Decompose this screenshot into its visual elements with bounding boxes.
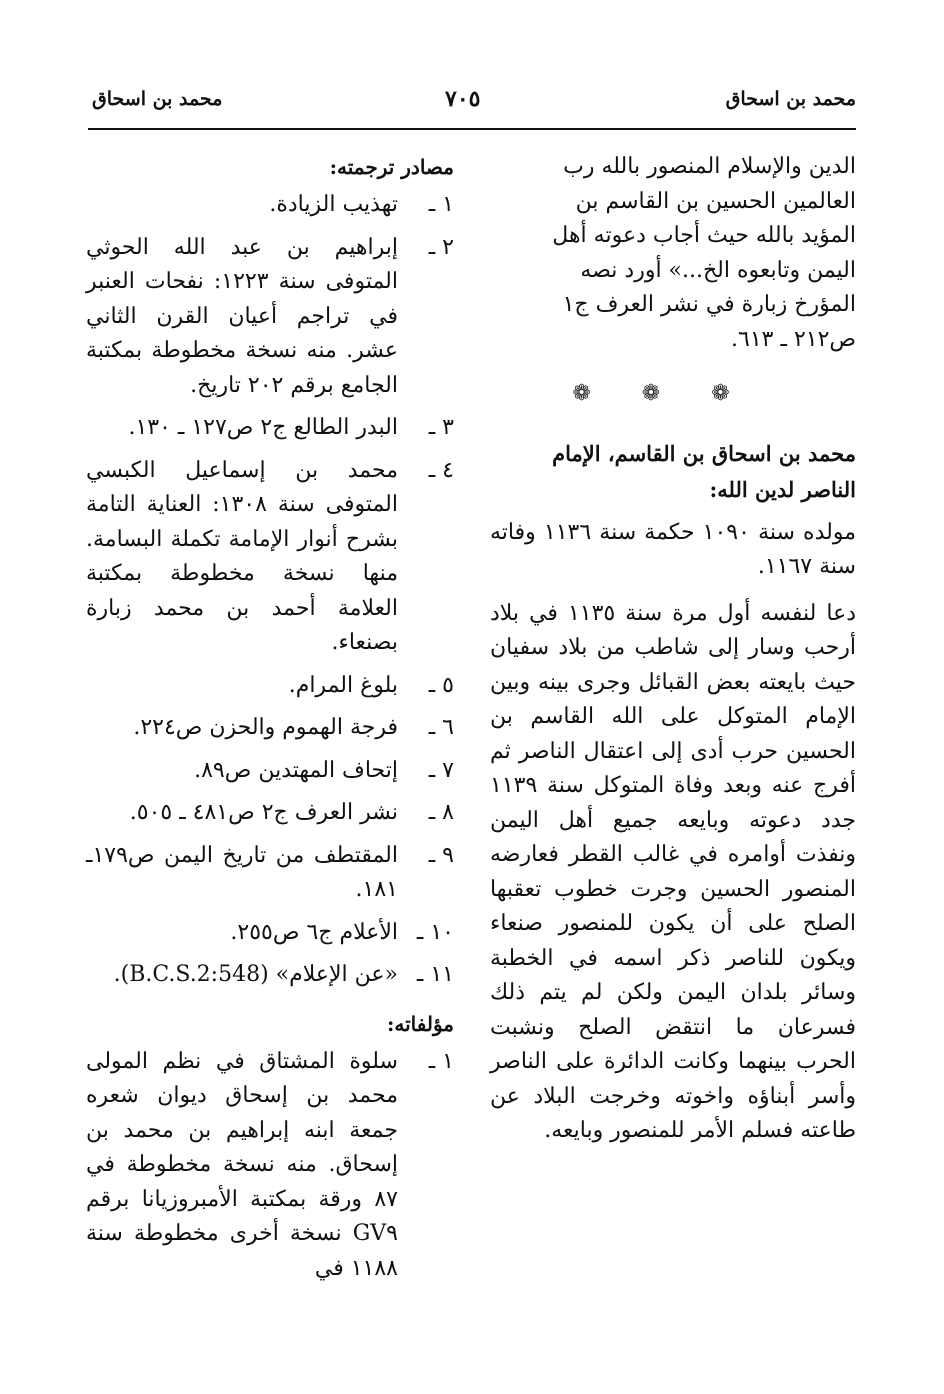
item-text: المقتطف من تاريخ اليمن ص١٧٩ـ ١٨١.: [86, 842, 398, 902]
item-text: «عن الإعلام» (B.C.S.2:548).: [113, 962, 398, 987]
item-number: ٥ ـ: [428, 672, 454, 698]
list-item: [86, 711, 454, 746]
item-number: ٦ ـ: [428, 715, 454, 740]
item-number: ٤ ـ: [428, 457, 454, 483]
list-item: [86, 1045, 454, 1287]
text-line: المؤيد بالله حيث أجاب دعوته أهل: [552, 223, 856, 248]
item-text: بلوغ المرام.: [288, 672, 398, 698]
item-text: نشر العرف ج٢ ص٤٨١ ـ ٥٠٥.: [129, 800, 398, 825]
entry-title: [490, 436, 856, 508]
running-header-left: محمد بن اسحاق: [92, 88, 223, 110]
item-number: ٢ ـ: [428, 234, 454, 260]
item-number: ٨ ـ: [428, 800, 454, 825]
birth-death-paragraph: مولده سنة ١٠٩٠ حكمة سنة ١١٣٦ وفاته سنة ١١٦٧.: [490, 519, 856, 579]
item-text: البدر الطالع ج٢ ص١٢٧ ـ ١٣٠.: [128, 415, 398, 440]
works-heading: مؤلفاته:: [386, 1011, 454, 1036]
item-number: ١ ـ: [428, 192, 454, 217]
text-line: المؤرخ زبارة في نشر العرف ج١: [562, 292, 856, 317]
item-number: ١ ـ: [428, 1048, 454, 1074]
works-list: [86, 1045, 454, 1287]
item-text: الأعلام ج٦ ص٢٥٥.: [230, 919, 398, 945]
list-item: [86, 188, 454, 223]
item-text: سلوة المشتاق في نظم المولى محمد بن إسحاق ديوان شعره جمعة ابنه إبراهيم بن محمد بن إسحاق. منه نسخة مخطوطة في ٨٧ ورقة بمكتبة الأمبروزيانا برقم GV٩ نسخة أخرى مخطوطة سنة ١١٨٨ في: [86, 1048, 398, 1281]
list-item: [86, 454, 454, 661]
list-item: [86, 796, 454, 831]
list-item: [86, 411, 454, 446]
page-number: ٧٠٥: [445, 86, 481, 112]
text-line: اليمن وتابعوه الخ...» أورد نصه: [580, 257, 856, 283]
list-item: [86, 231, 454, 404]
sources-heading: مصادر ترجمته:: [329, 155, 454, 179]
right-column: [490, 150, 856, 1149]
list-item: [86, 754, 454, 789]
text-line: الدين والإسلام المنصور بالله رب: [563, 154, 856, 179]
list-item: [86, 669, 454, 704]
entry-title-line: محمد بن اسحاق بن القاسم، الإمام: [552, 440, 856, 466]
item-text: إتحاف المهتدين ص٨٩.: [194, 757, 398, 783]
item-number: ٩ ـ: [428, 842, 454, 868]
section-separator: ❁ ❁ ❁: [572, 381, 752, 406]
text-line: ص٢١٢ ـ ٦١٣.: [731, 326, 856, 352]
item-number: ١١ ـ: [416, 962, 454, 987]
item-text: إبراهيم بن عبد الله الحوثي المتوفى سنة ١٢٢٣: نفحات العنبر في تراجم أعيان القرن الثاني عشر. منه نسخة مخطوطة بمكتبة الجامع برقم ٢٠٢ تاريخ.: [86, 234, 398, 398]
list-item: [86, 958, 454, 993]
item-number: ١٠ ـ: [416, 919, 454, 945]
biography-paragraph: دعا لنفسه أول مرة سنة ١١٣٥ في بلاد أرحب وسار إلى شاطب من بلاد سفيان حيث بايعته بعض القبائل وجرى بينه وبين الإمام المتوكل على الله القاسم بن الحسين حرب أدى إلى اعتقال الناصر ثم أفرج عنه وبعد وفاة المتوكل سنة ١١٣٩ جدد دعوته وبايعه جميع أهل اليمن ونفذت أوامره في غالب القطر فعارضه المنصور الحسين وجرت خطوب تعقبها الصلح على أن يكون للمنصور صنعاء ويكون للناصر ذكر اسمه في الخطبة وسائر بلدان اليمن ولكن لم يتم ذلك فسرعان ما انتقض الصلح ونشبت الحرب بينهما وكانت الدائرة على الناصر وأسر أبناؤه واخوته وخرجت البلاد عن طاعته فسلم الأمر للمنصور وبايعه.: [490, 600, 856, 1143]
item-number: ٣ ـ: [428, 415, 454, 440]
running-header-right: محمد بن اسحاق: [725, 88, 856, 110]
header-rule: [88, 128, 856, 130]
continued-text: [490, 150, 856, 357]
list-item: [86, 839, 454, 908]
text-line: العالمين الحسين بن القاسم بن: [575, 188, 856, 214]
list-item: [86, 916, 454, 951]
item-text: محمد بن إسماعيل الكبسي المتوفى سنة ١٣٠٨: العناية التامة بشرح أنوار الإمامة تكملة البسامة. منها نسخة مخطوطة بمكتبة العلامة أحمد بن محمد زبارة بصنعاء.: [86, 457, 398, 655]
item-text: فرجة الهموم والحزن ص٢٢٤.: [133, 715, 398, 740]
entry-title-line: الناصر لدين الله:: [709, 476, 856, 502]
item-text: تهذيب الزيادة.: [269, 192, 398, 217]
sources-list: [86, 188, 454, 993]
left-column: [86, 150, 454, 1294]
item-number: ٧ ـ: [428, 757, 454, 783]
